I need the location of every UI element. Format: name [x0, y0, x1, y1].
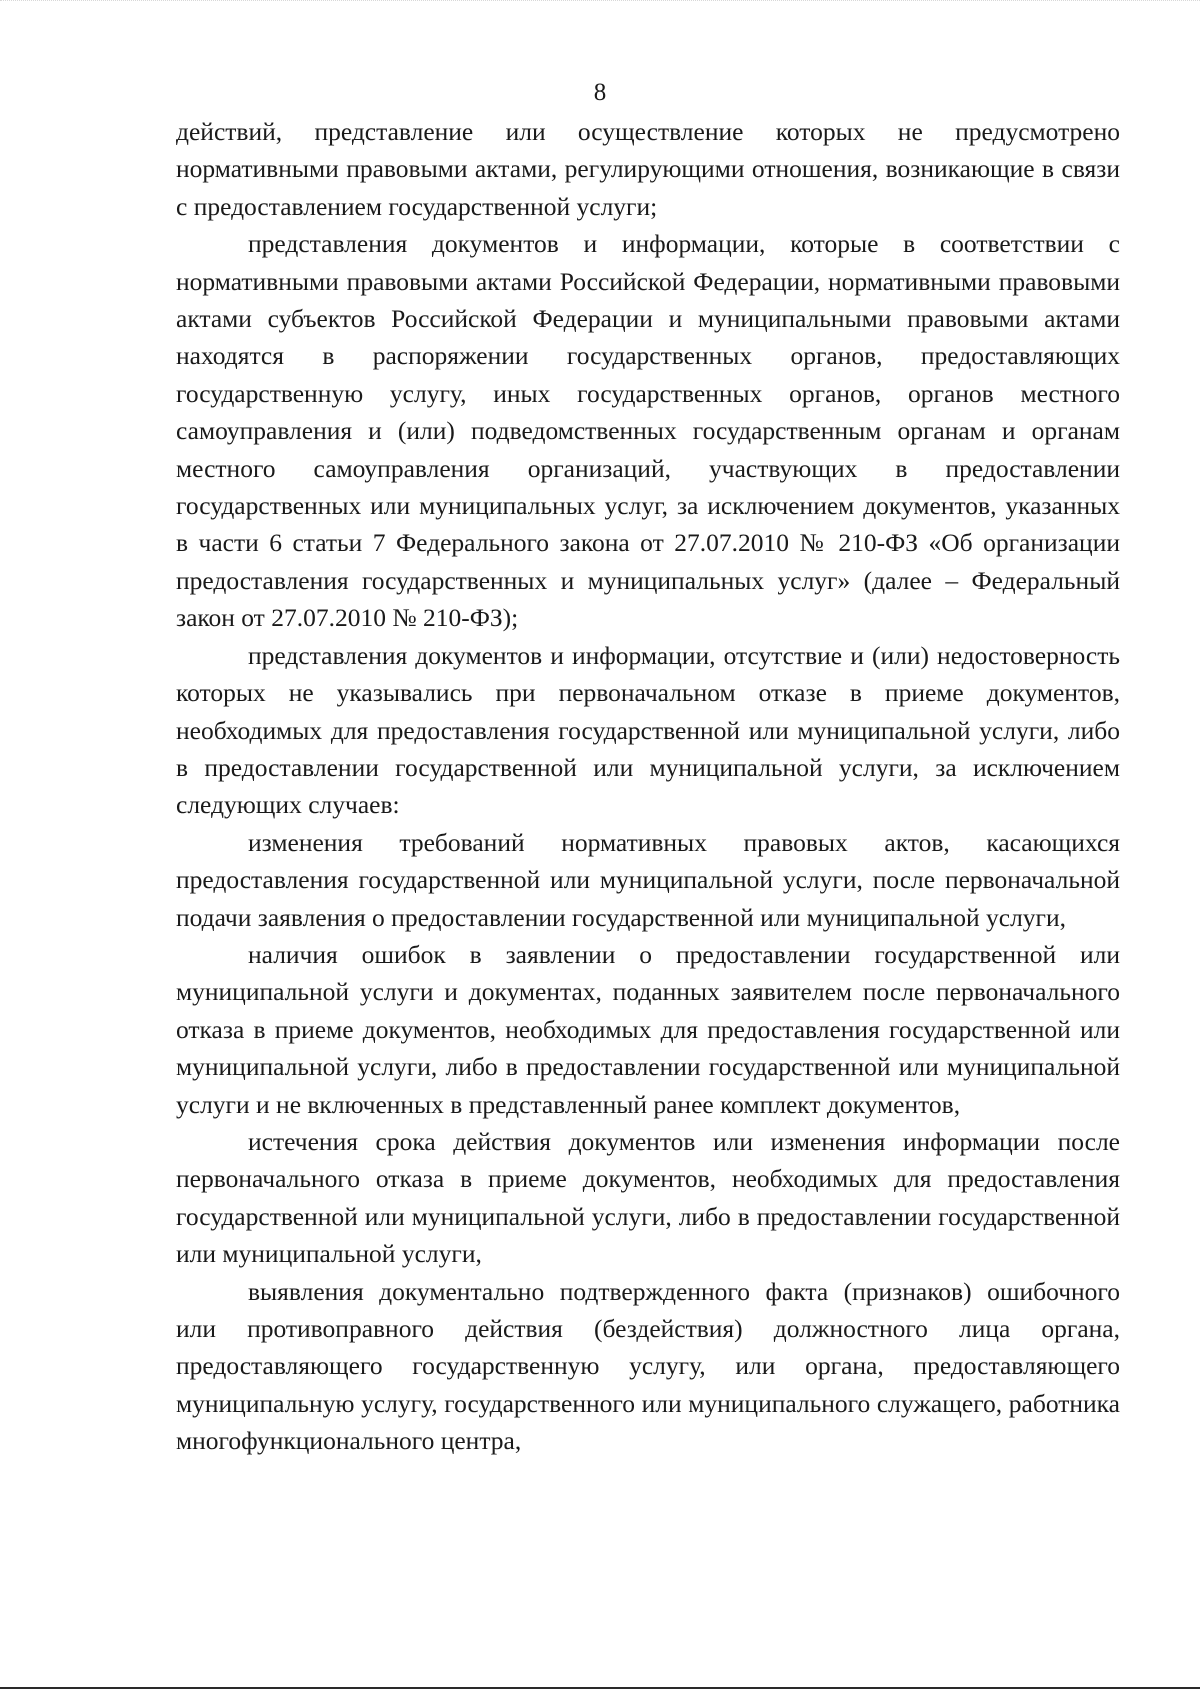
paragraph-continuation: действий, представление или осуществление которых не предусмотрено нормативными правовыми актами, регулирующими отношения, возникающие в связи с предоставлением государственной услуги;	[176, 117, 1120, 221]
paragraph-application-errors: наличия ошибок в заявлении о предоставлении государственной или муниципальной услуги и документах, поданных заявителем после первоначального отказа в приеме документов, необходимых для предоставления государственной или муниципальной услуги, либо в предоставлении государственной или муниципальной услуги и не включенных в представленный ранее комплект документов,	[176, 939, 1120, 1119]
scan-top-edge	[0, 0, 1200, 4]
page-number: 8	[593, 79, 607, 106]
paragraph-erroneous-action: выявления документально подтвержденного факта (признаков) ошибочного или противоправного действия (бездействия) должностного лица органа, предоставляющего государственную услугу, или органа, предоставляющего муниципальную услугу, государственного или муниципального служащего, работника многофункционального центра,	[176, 1276, 1120, 1456]
scan-bottom-edge	[0, 1687, 1200, 1689]
paragraph-document-expiry: истечения срока действия документов или изменения информации после первоначального отказа в приеме документов, необходимых для предоставления государственной или муниципальной услуги, либо в предоставлении государственной или муниципальной услуги,	[176, 1126, 1120, 1269]
paragraph-missing-documents: представления документов и информации, отсутствие и (или) недостоверность которых не указывались при первоначальном отказе в приеме документов, необходимых для предоставления государственной или муниципальной услуги, либо в предоставлении государственной или муниципальной услуги, за исключением следующих случаев:	[176, 640, 1120, 820]
paragraph-requirements-change: изменения требований нормативных правовых актов, касающихся предоставления государственной или муниципальной услуги, после первоначальной подачи заявления о предоставлении государственной или муниципальной услуги,	[176, 827, 1120, 932]
document-body	[176, 113, 1120, 1460]
paragraph-documents-information: представления документов и информации, которые в соответствии с нормативными правовыми актами Российской Федерации, нормативными правовыми актами субъектов Российской Федерации и муниципальными правовыми актами находятся в распоряжении государственных органов, предоставляющих государственную услугу, иных государственных органов, органов местного самоуправления и (или) подведомственных государственным органам и органам местного самоуправления организаций, участвующих в предоставлении государственных или муниципальных услуг, за исключением документов, указанных в части 6 статьи 7 Федерального закона от 27.07.2010 № 210-ФЗ «Об организации предоставления государственных и муниципальных услуг» (далее – Федеральный закон от 27.07.2010 № 210-ФЗ);	[176, 229, 1120, 633]
